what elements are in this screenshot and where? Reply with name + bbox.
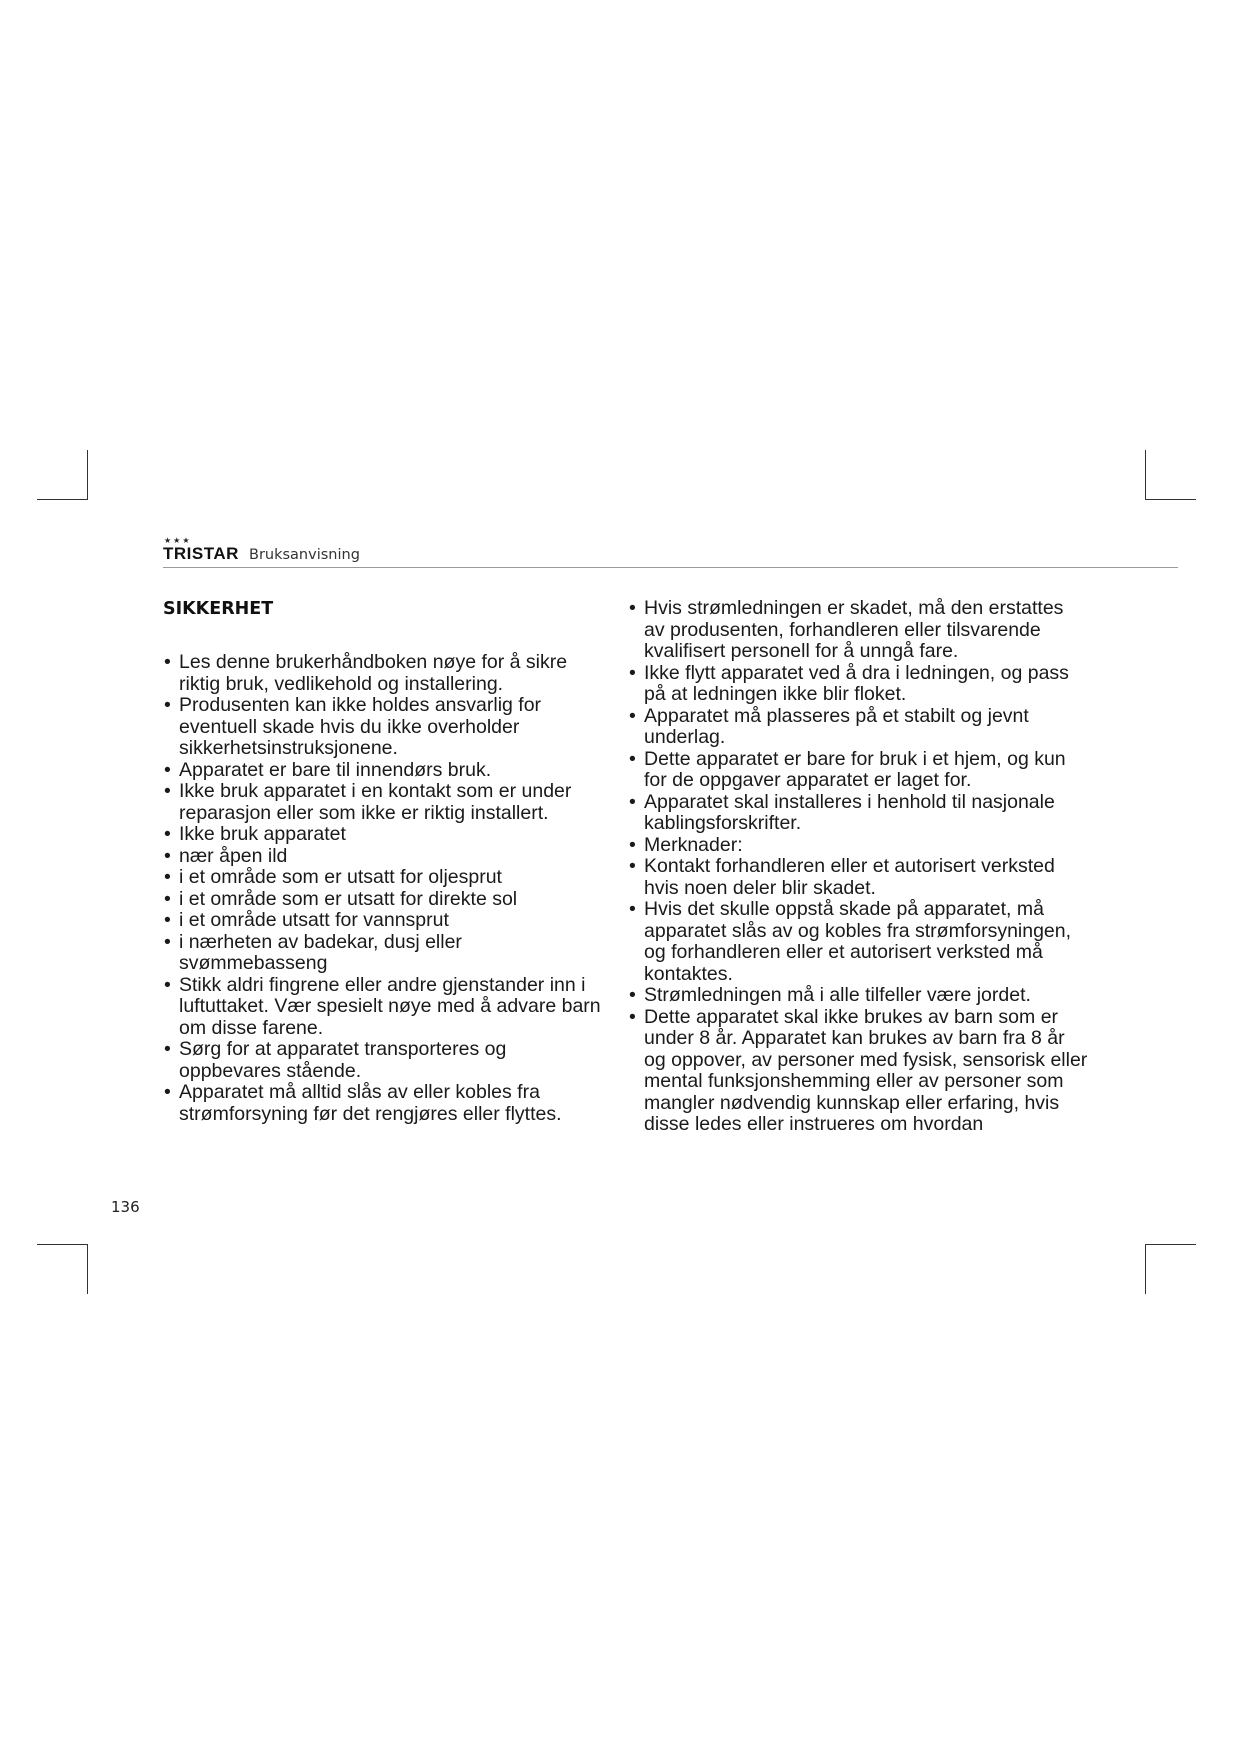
list-item: • i et område som er utsatt for direkte sol <box>163 889 613 911</box>
page-header <box>163 537 1178 567</box>
list-item: • Kontakt forhandleren eller et autorisert verksted hvis noen deler blir skadet. <box>628 856 1088 899</box>
list-item: • Stikk aldri fingrene eller andre gjenstander inn i luftuttaket. Vær spesielt nøye med å advare barn om disse farene. <box>163 975 613 1040</box>
list-item: • nær åpen ild <box>163 846 613 868</box>
list-item: • Strømledningen må i alle tilfeller være jordet. <box>628 985 1088 1007</box>
list-item: • Apparatet skal installeres i henhold til nasjonale kablingsforskrifter. <box>628 792 1088 835</box>
list-item: • Hvis det skulle oppstå skade på apparatet, må apparatet slås av og kobles fra strømforsyningen, og forhandleren eller et autorisert verksted må kontaktes. <box>628 899 1088 985</box>
list-item: • Apparatet må plasseres på et stabilt og jevnt underlag. <box>628 706 1088 749</box>
list-item: • Apparatet er bare til innendørs bruk. <box>163 760 613 782</box>
list-item: • Ikke bruk apparatet i en kontakt som er under reparasjon eller som ikke er riktig installert. <box>163 781 613 824</box>
list-item: • Merknader: <box>628 835 1088 857</box>
list-item: • Apparatet må alltid slås av eller kobles fra strømforsyning før det rengjøres eller flyttes. <box>163 1082 613 1125</box>
document-title: Bruksanvisning <box>249 547 360 563</box>
list-item: • Hvis strømledningen er skadet, må den erstattes av produsenten, forhandleren eller tilsvarende kvalifisert personell for å unngå fare. <box>628 598 1088 663</box>
header-divider <box>163 567 1178 568</box>
logo-text: TRISTAR <box>163 544 239 563</box>
page-number: 136 <box>111 1198 140 1216</box>
list-item: • Dette apparatet er bare for bruk i et hjem, og kun for de oppgaver apparatet er laget for. <box>628 749 1088 792</box>
right-column <box>628 598 1088 1136</box>
list-item: • Ikke bruk apparatet <box>163 824 613 846</box>
list-item: • Dette apparatet skal ikke brukes av barn som er under 8 år. Apparatet kan brukes av barn fra 8 år og oppover, av personer med fysisk, sensorisk eller mental funksjonshemming eller av personer som mangler nødvendig kunnskap eller erfaring, hvis disse ledes eller instrueres om hvordan <box>628 1007 1088 1136</box>
left-column <box>163 652 613 1125</box>
logo-stars: ★★★ <box>164 536 192 545</box>
right-bullet-list <box>628 598 1088 1136</box>
list-item: • i nærheten av badekar, dusj eller svømmebasseng <box>163 932 613 975</box>
list-item: • Ikke flytt apparatet ved å dra i ledningen, og pass på at ledningen ikke blir floket. <box>628 663 1088 706</box>
list-item: • Produsenten kan ikke holdes ansvarlig for eventuell skade hvis du ikke overholder sikkerhetsinstruksjonene. <box>163 695 613 760</box>
left-bullet-list <box>163 652 613 1125</box>
list-item: • i et område som er utsatt for oljesprut <box>163 867 613 889</box>
list-item: • Les denne brukerhåndboken nøye for å sikre riktig bruk, vedlikehold og installering. <box>163 652 613 695</box>
list-item: • Sørg for at apparatet transporteres og oppbevares stående. <box>163 1039 613 1082</box>
list-item: • i et område utsatt for vannsprut <box>163 910 613 932</box>
section-title: SIKKERHET <box>163 599 274 619</box>
